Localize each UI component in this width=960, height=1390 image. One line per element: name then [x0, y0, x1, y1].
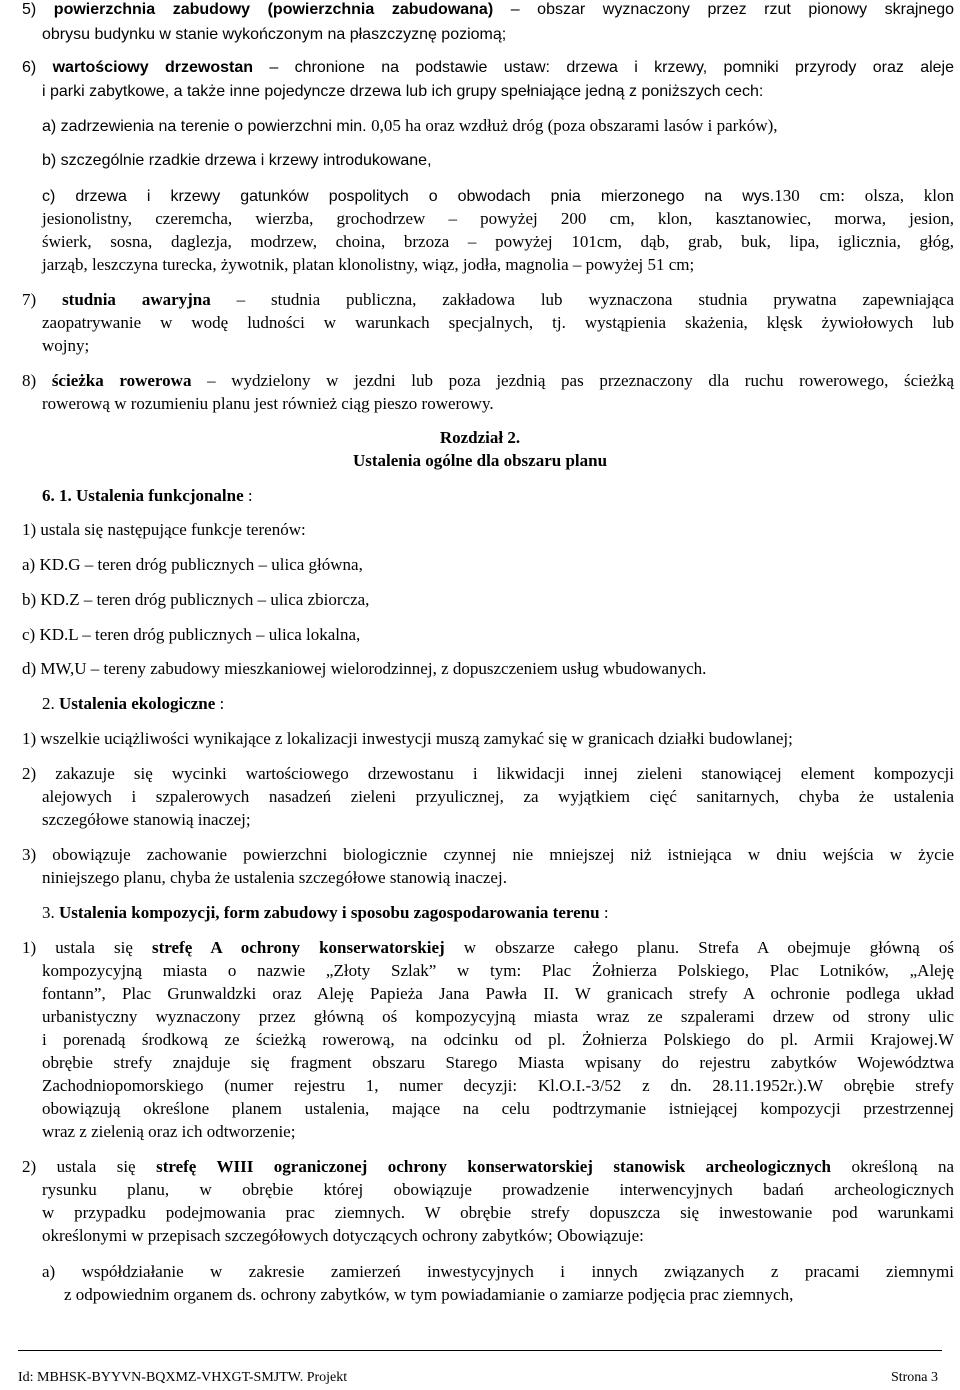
chapter-title: Ustalenia ogólne dla obszaru planu [352, 451, 608, 470]
item-number: 8) [22, 371, 37, 390]
definition-text: – chronione na podstawie ustaw: drzewa i krzewy, pomniki przyrody oraz aleje [269, 59, 955, 76]
definition-text: – wydzielony w jezdni lub poza jezdnią pas przeznaczony dla ruchu rowerowego, ścieżką [207, 371, 955, 390]
footer-document-id: Id: MBHSK-BYYVN-BQXMZ-VHXGT-SMJTW. Projekt [18, 1370, 348, 1385]
function-item-d: d) MW,U – tereny zabudowy mieszkaniowej wielorodzinnej, z dopuszczeniem usług wbudowanych. [22, 659, 707, 678]
definition-6-item-c-line-1: c) drzewa i krzewy gatunków pospolitych o obwodach pnia mierzonego na wys.130 cm: olsza, klon [42, 186, 954, 205]
defined-term: powierzchnia zabudowy (powierzchnia zabudowana) [53, 1, 494, 18]
section-composition-heading: 3. Ustalenia kompozycji, form zabudowy i sposobu zagospodarowania terenu : [42, 903, 609, 922]
definition-7-line-2: zaopatrywanie w wodę ludności w warunkach specjalnych, tj. wystąpienia skażenia, klęsk żywiołowych lub [42, 313, 954, 332]
ecological-item-2-line-1: 2) zakazuje się wycinki wartościowego drzewostanu i likwidacji innej zieleni stanowiącej element kompozycji [22, 764, 954, 783]
composition-item-2-a-line-2: z odpowiednim organem ds. ochrony zabytków, w tym powiadamianie o zamiarze podjęcia prac ziemnych, [64, 1285, 794, 1304]
definition-8-line-1 [22, 371, 954, 391]
definition-text: – obszar wyznaczony przez rzut pionowy skrajnego [510, 1, 954, 18]
ecological-item-3-line-2: niniejszego planu, chyba że ustalenia szczegółowe stanowią inaczej. [42, 868, 507, 887]
function-item-c: c) KD.L – teren dróg publicznych – ulica lokalna, [22, 625, 361, 644]
composition-item-2-a-line-1: a) współdziałanie w zakresie zamierzeń inwestycyjnych i innych związanych z pracami ziemnymi [42, 1262, 954, 1281]
defined-term: studnia awaryjna [62, 290, 211, 309]
composition-item-1-line-8: obowiązują określone planem ustalenia, mające na celu podtrzymanie istniejącej kompozycji przestrzennej [42, 1099, 954, 1118]
function-item-a: a) KD.G – teren dróg publicznych – ulica główna, [22, 555, 363, 574]
definition-5-line-2: obrysu budynku w stanie wykończonym na płaszczyznę poziomą; [42, 26, 507, 43]
ecological-item-2-line-3: szczegółowe stanowią inaczej; [42, 810, 251, 829]
composition-item-2-line-4: określonymi w przepisach szczegółowych dotyczących ochrony zabytków; Obowiązuje: [42, 1226, 644, 1245]
definition-7-line-1 [22, 290, 954, 310]
composition-item-1-line-3: fontann”, Plac Grunwaldzki oraz Aleję Papieża Jana Pawła II. W granicach strefy A ochronie podlega układ [42, 984, 954, 1003]
section-functional-heading: 6. 1. Ustalenia funkcjonalne : [42, 486, 253, 505]
chapter-number: Rozdział 2. [439, 428, 521, 447]
definition-6-line-1 [22, 58, 954, 78]
composition-item-1-line-1: 1) ustala się strefę A ochrony konserwatorskiej w obszarze całego planu. Strefa A obejmuje główną oś [22, 938, 955, 957]
functions-intro: 1) ustala się następujące funkcje terenów: [22, 520, 306, 539]
composition-item-2-line-3: w przypadku podejmowania prac ziemnych. W obrębie strefy dopuszcza się inwestowanie pod warunkami [42, 1203, 954, 1222]
ecological-item-1: 1) wszelkie uciążliwości wynikające z lokalizacji inwestycji muszą zamykać się w granicach działki budowlanej; [22, 729, 793, 748]
definition-6-item-c-line-4: jarząb, leszczyna turecka, żywotnik, platan klonolistny, wiąz, jodła, magnolia – powyżej 51 cm; [42, 255, 695, 274]
composition-item-1-line-4: urbanistyczny wyznaczony przez główną oś kompozycyjną miasta wraz ze szpalerami drzew od strony ulic [42, 1007, 954, 1026]
footer-divider [18, 1350, 942, 1351]
composition-item-2-line-1: 2) ustala się strefę WIII ograniczonej ochrony konserwatorskiej stanowisk archeologicznych określoną na [22, 1157, 955, 1176]
footer-page-number: Strona 3 [890, 1370, 938, 1385]
definition-8-line-2: rowerową w rozumieniu planu jest również ciąg pieszo rowerowy. [42, 394, 494, 413]
definition-7-line-3: wojny; [42, 336, 90, 355]
composition-item-2-line-2: rysunku planu, w obrębie której obowiązuje prowadzenie interwencyjnych badań archeologicznych [42, 1180, 954, 1199]
composition-item-1-line-5: i porenadą środkową ze ścieżką rowerową, na odcinku od pl. Żołnierza Polskiego do pl. Armii Krajowej.W [42, 1030, 954, 1049]
item-number: 5) [22, 1, 37, 18]
composition-item-1-line-9: wraz z zielenią oraz ich odtworzenie; [42, 1122, 296, 1141]
defined-term: wartościowy drzewostan [52, 59, 253, 76]
definition-6-item-b: b) szczególnie rzadkie drzewa i krzewy introdukowane, [42, 152, 432, 169]
composition-item-1-line-2: kompozycyjną miasta o nazwie „Złoty Szlak” w tym: Plac Żołnierza Polskiego, Plac Lotników, „Aleję [42, 961, 954, 980]
section-ecological-heading: 2. Ustalenia ekologiczne : [42, 694, 225, 713]
item-number: 6) [22, 59, 37, 76]
definition-6-item-a: a) zadrzewienia na terenie o powierzchni min. 0,05 ha oraz wzdłuż dróg (poza obszarami lasów i parków), [42, 116, 778, 135]
item-number: 7) [22, 290, 37, 309]
definition-6-line-2: i parki zabytkowe, a także inne pojedyncze drzewa lub ich grupy spełniające jedną z poniższych cech: [42, 83, 764, 100]
definition-5-line-1 [22, 0, 954, 20]
defined-term: ścieżka rowerowa [51, 371, 192, 390]
composition-item-1-line-7: Zachodniopomorskiego (numer rejestru 1, numer decyzji: Kl.O.I.-3/52 z dn. 28.11.1952r.).W obrębie strefy [42, 1076, 954, 1095]
definition-6-item-c-line-3: świerk, sosna, daglezja, modrzew, choina, brzoza – powyżej 101cm, dąb, grab, buk, lipa, iglicznia, głóg, [42, 232, 954, 251]
definition-text: – studnia publiczna, zakładowa lub wyznaczona studnia prywatna zapewniająca [236, 290, 955, 309]
ecological-item-3-line-1: 3) obowiązuje zachowanie powierzchni biologicznie czynnej nie mniejszej niż istniejąca w dniu wejścia w życie [22, 845, 954, 864]
composition-item-1-line-6: obrębie strefy znajduje się fragment obszaru Starego Miasta wpisany do rejestru zabytków Województwa [42, 1053, 954, 1072]
definition-6-item-c-line-2: jesionolistny, czeremcha, wierzba, grochodrzew – powyżej 200 cm, klon, kasztanowiec, morwa, jesion, [42, 209, 954, 228]
ecological-item-2-line-2: alejowych i szpalerowych nasadzeń zieleni przyulicznej, za wyjątkiem cięć sanitarnych, chyba że ustalenia [42, 787, 954, 806]
function-item-b: b) KD.Z – teren dróg publicznych – ulica zbiorcza, [22, 590, 370, 609]
